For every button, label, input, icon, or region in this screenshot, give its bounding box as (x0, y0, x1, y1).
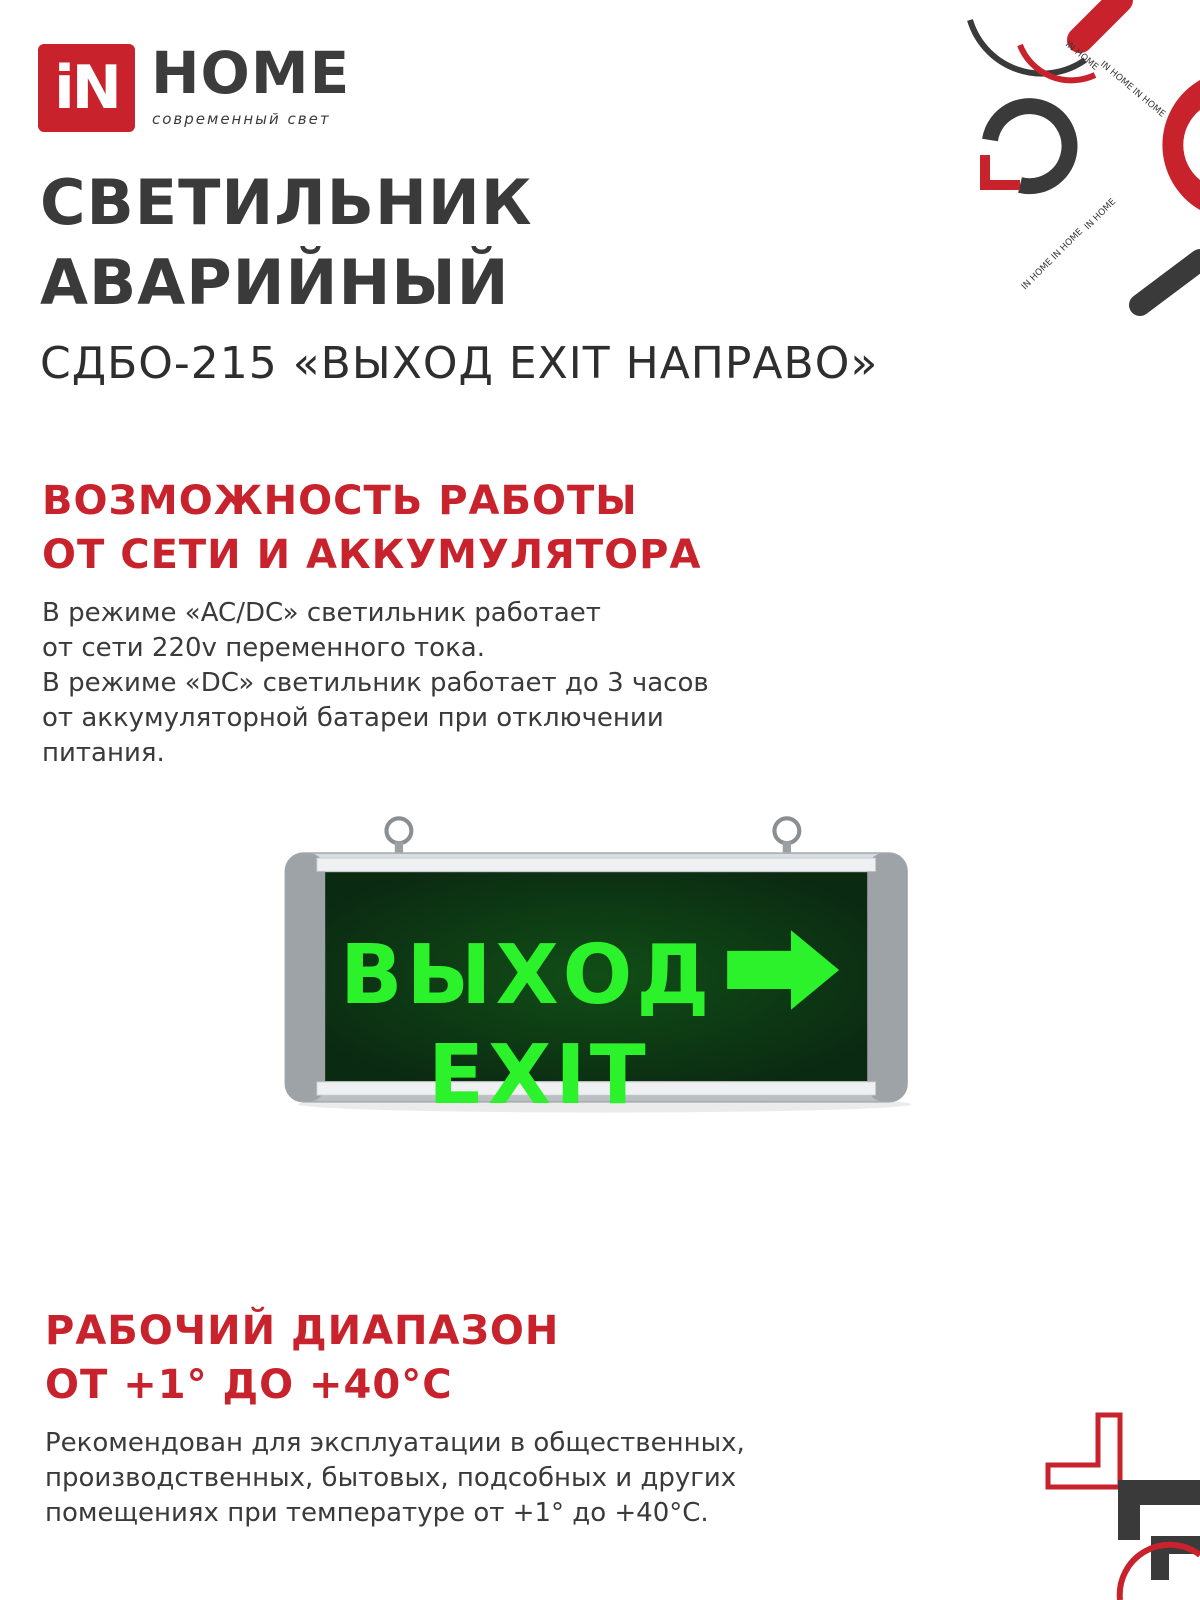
red-corner-shape (985, 155, 1020, 185)
text-line: помещениях при температуре от +1° до +40°С. (45, 1498, 709, 1528)
frame-end-left (285, 853, 325, 1102)
pattern-label: IN HOME (1083, 197, 1119, 233)
section-temperature-text (45, 1426, 745, 1531)
pattern-label: IN HOME (1063, 39, 1100, 73)
heading-line: ОТ СЕТИ И АККУМУЛЯТОРА (42, 532, 702, 578)
text-line: питания. (42, 738, 165, 768)
pattern-label: IN HOME (1098, 59, 1135, 93)
decorative-pattern-top (960, 0, 1200, 320)
logo-badge: iN (38, 44, 135, 132)
logo-word: HOME (151, 39, 351, 107)
dark-bar-shape (1140, 260, 1200, 305)
heading-line: ОТ +1° ДО +40°С (45, 1362, 453, 1408)
section-power-heading (42, 474, 701, 582)
logo-wordmark (151, 39, 351, 107)
product-title-line1: СВЕТИЛЬНИК (40, 166, 533, 239)
red-step-shape (1048, 1415, 1120, 1487)
dark-corner-shape (1118, 1480, 1200, 1540)
text-line: от сети 220v переменного тока. (42, 633, 485, 663)
section-temperature-heading (45, 1304, 559, 1412)
section-power-text (42, 596, 709, 771)
sign-text-exit: EXIT (428, 1028, 650, 1123)
text-line: В режиме «AC/DC» светильник работает (42, 598, 601, 628)
frame-end-right (867, 853, 907, 1102)
product-title-line2: АВАРИЙНЫЙ (40, 246, 510, 319)
pattern-label: IN HOME (1020, 257, 1056, 293)
pattern-label: IN HOME (1050, 227, 1086, 263)
text-line: от аккумуляторной батареи при отключении (42, 703, 664, 733)
product-model: СДБО-215 «ВЫХОД EXIT НАПРАВО» (40, 338, 879, 389)
hanging-ring-right (774, 818, 799, 843)
text-line: Рекомендован для эксплуатации в общественных, (45, 1428, 745, 1458)
decorative-pattern-bottom (1040, 1405, 1200, 1600)
sign-text-vykhod: ВЫХОД (340, 928, 714, 1023)
dark-ring-shape (990, 106, 1070, 186)
text-line: производственных, бытовых, подсобных и других (45, 1463, 737, 1493)
hanging-ring-left (386, 818, 411, 843)
red-bar-shape (1080, 0, 1120, 40)
pattern-label: IN HOME (1130, 86, 1167, 120)
red-half-ring (1162, 80, 1200, 210)
heading-line: ВОЗМОЖНОСТЬ РАБОТЫ (42, 478, 638, 524)
heading-line: РАБОЧИЙ ДИАПАЗОН (45, 1308, 560, 1354)
logo-tagline: современный свет (152, 110, 331, 128)
text-line: В режиме «DC» светильник работает до 3 часов (42, 668, 709, 698)
